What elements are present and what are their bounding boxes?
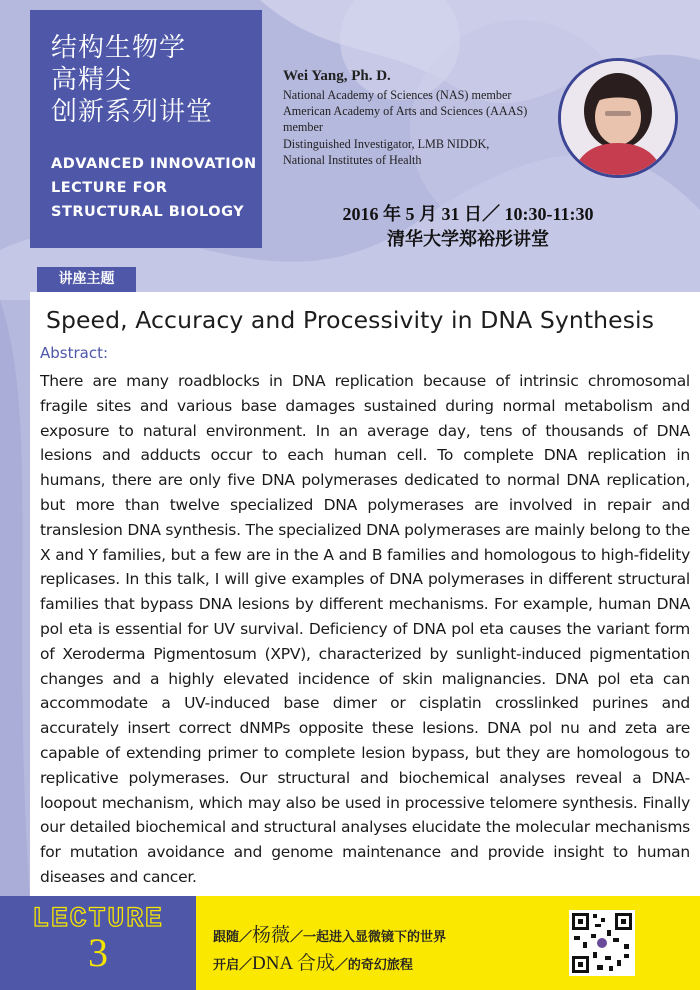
topic-tab: 讲座主题 <box>37 267 136 292</box>
speaker-photo <box>558 58 678 178</box>
speaker-affiliation: Distinguished Investigator, LMB NIDDK, <box>283 136 490 151</box>
tagline-text: 跟随／ <box>213 930 253 945</box>
lecture-number: 3 <box>88 930 108 975</box>
series-title-en-line: LECTURE FOR <box>51 180 168 196</box>
tagline-topic: DNA 合成 <box>252 953 335 974</box>
series-title-cn-line: 高精尖 <box>51 65 133 95</box>
event-datetime: 2016 年 5 月 31 日／ 10:30-11:30 <box>342 204 594 224</box>
series-title-cn-line: 创新系列讲堂 <box>51 97 214 127</box>
tagline-text: 开启／ <box>213 958 253 973</box>
abstract-text: There are many roadblocks in DNA replication because of intrinsic chromosomal fragile sites and various base damages sustained during normal metabolism and exposure to natural environment. In an average day, tens of thousands of DNA lesions and adducts occur to each human cell. To complete DNA replication in humans, there are only five DNA polymerases dedicated to normal DNA replication, but more than twelve specialized DNA polymerases are involved in repair and translesion DNA synthesis. The specialized DNA polymerases are mainly belong to the X and Y families, but a few are in the A and B families and homologous to high-fidelity replicases. In this talk, I will give examples of DNA polymerases in different structural families that bypass DNA lesions by different mechanisms. For example, human DNA pol eta is essential for UV survival. Deficiency of DNA pol eta causes the variant form of Xeroderma Pigmentosum (XPV), characterized by sunlight-induced pigmentation changes and a highly elevated incidence of skin malignancies. DNA pol eta can accommodate a UV-induced base dimer or cisplatin crosslinked purines and accurately insert correct dNMPs opposite these lesions. DNA pol nu and zeta are capable of extending primer to complete lesion bypass, but they are homologous to replicative polymerases. Our structural and biochemical analyses reveal a DNA-loopout mechanism, which may also be used in processive telomere synthesis. Finally our detailed biochemical and structural analyses elucidate the molecular mechanisms for mutation avoidance and genome maintenance and provide insight to human diseases and cancer. <box>40 372 690 886</box>
abstract-label: Abstract: <box>40 344 109 362</box>
speaker-name: Wei Yang, Ph. D. <box>283 68 391 84</box>
qr-code[interactable] <box>569 910 635 976</box>
speaker-info <box>283 68 553 168</box>
lecture-badge <box>0 896 196 990</box>
tagline-text: ／的奇幻旅程 <box>334 958 413 973</box>
talk-title: Speed, Accuracy and Processivity in DNA Synthesis <box>45 306 655 334</box>
tagline-line-1 <box>213 920 446 947</box>
speaker-affiliation: American Academy of Arts and Sciences (AAAS) <box>283 104 528 119</box>
series-title-cn-line: 结构生物学 <box>51 33 187 63</box>
tagline-speaker-name: 杨薇 <box>252 925 291 946</box>
series-title-en-line: ADVANCED INNOVATION <box>51 156 257 172</box>
series-title-cn <box>51 32 262 128</box>
tagline-line-2 <box>213 948 413 975</box>
speaker-portrait-icon <box>561 61 675 175</box>
event-datetime-venue <box>318 202 618 252</box>
series-title-en-line: STRUCTURAL BIOLOGY <box>51 204 245 220</box>
speaker-affiliation: National Institutes of Health <box>283 152 422 167</box>
lecture-word: LECTURE <box>32 904 164 935</box>
qr-code-icon <box>569 910 635 976</box>
speaker-affiliation: National Academy of Sciences (NAS) member <box>283 88 512 102</box>
series-title-box <box>30 10 262 248</box>
tagline-text: ／一起进入显微镜下的世界 <box>290 930 447 945</box>
speaker-affiliation: member <box>283 120 323 135</box>
footer-bar <box>0 896 700 990</box>
abstract-panel <box>30 292 700 896</box>
series-title-en <box>51 152 262 224</box>
event-venue: 清华大学郑裕彤讲堂 <box>387 229 549 249</box>
